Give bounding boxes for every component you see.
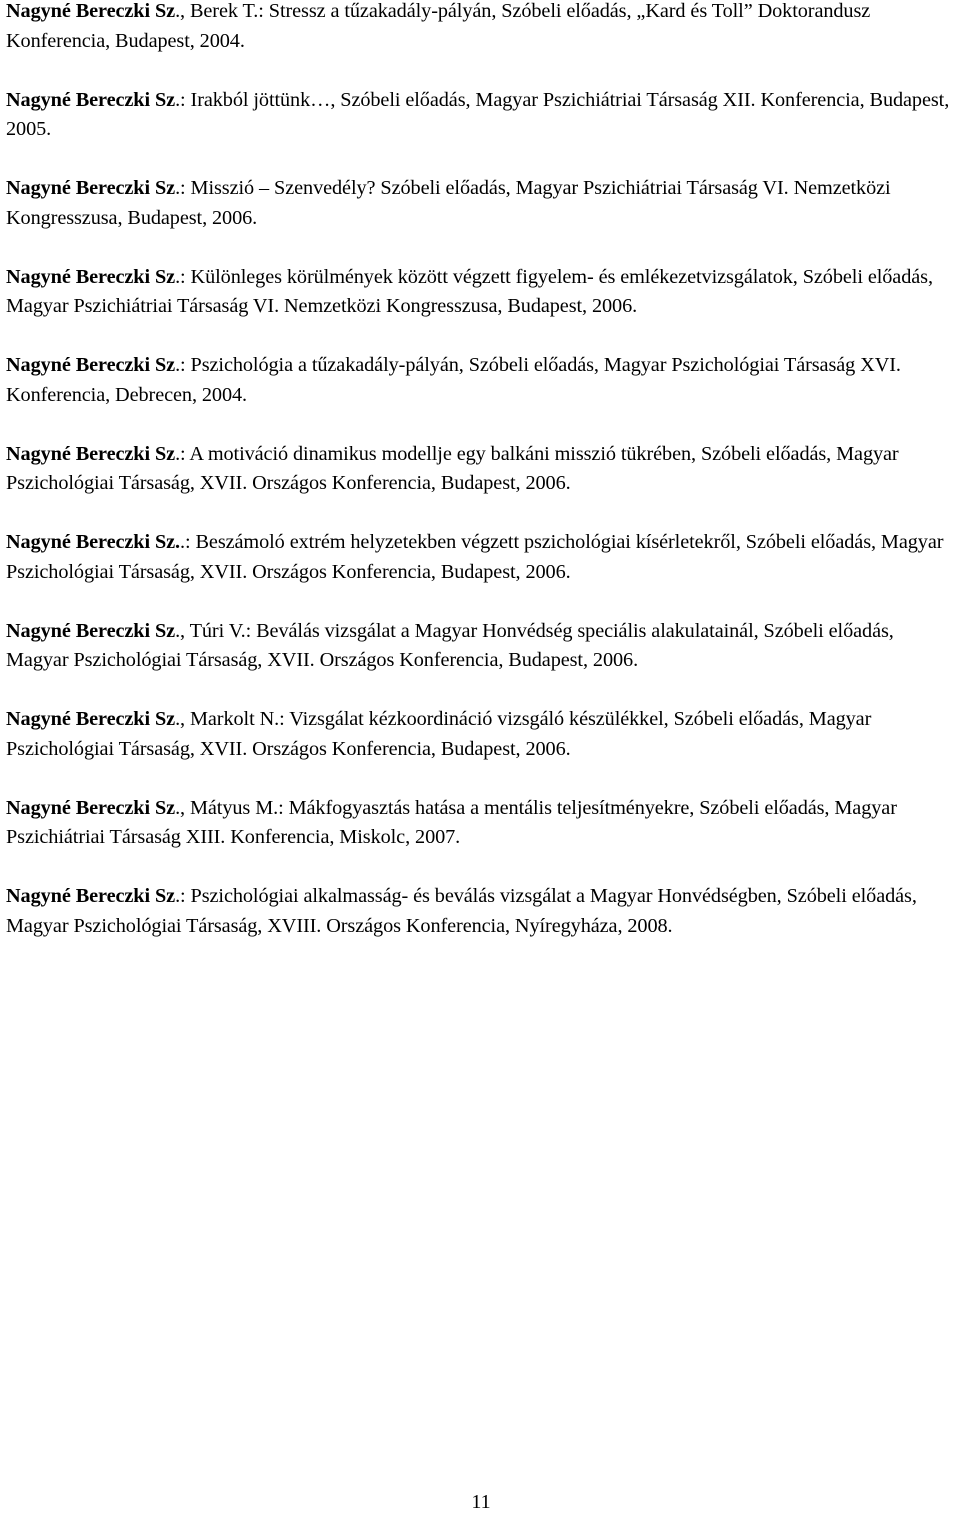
entry-text: .: Misszió – Szenvedély? Szóbeli előadás, Magyar Pszichiátriai Társaság VI. Nemzetközi Kongresszusa, Budapest, 2006. [6, 177, 891, 229]
author-name: Nagyné Bereczki Sz [6, 619, 176, 642]
page-number: 11 [471, 1491, 491, 1513]
list-item [6, 86, 956, 145]
author-name: Nagyné Bereczki Sz [6, 708, 176, 730]
list-item [6, 440, 956, 499]
entry-text: .: A motiváció dinamikus modellje egy balkáni misszió tükrében, Szóbeli előadás, Magyar Pszichológiai Társaság, XVII. Országos Konferencia, Budapest, 2006. [6, 442, 899, 494]
entry-text: ., Berek T.: Stressz a tűzakadály-pályán, Szóbeli előadás, „Kard és Toll” Doktorandusz Konferencia, Budapest, 2004. [6, 0, 871, 52]
presentation-list [6, 0, 956, 971]
list-item [6, 794, 956, 853]
author-name: Nagyné Bereczki Sz [6, 265, 176, 288]
list-item [6, 705, 956, 764]
author-name: Nagyné Bereczki Sz [6, 0, 176, 22]
entry-text: ., Markolt N.: Vizsgálat kézkoordináció vizsgáló készülékkel, Szóbeli előadás, Magyar Pszichológiai Társaság, XVII. Országos Konferencia, Budapest, 2006. [6, 708, 872, 760]
list-item [6, 351, 956, 410]
entry-text: .: Különleges körülmények között végzett figyelem- és emlékezetvizsgálatok, Szóbeli előadás, Magyar Pszichiátriai Társaság VI. Nemzetközi Kongresszusa, Budapest, 2006. [6, 265, 933, 317]
author-name: Nagyné Bereczki Sz [6, 885, 176, 907]
entry-text: .: Pszichológiai alkalmasság- és beválás vizsgálat a Magyar Honvédségben, Szóbeli előadás, Magyar Pszichológiai Társaság, XVIII. Országos Konferencia, Nyíregyháza, 2008. [6, 885, 917, 937]
list-item [6, 617, 956, 676]
list-item [6, 263, 956, 322]
list-item [6, 528, 956, 587]
list-item [6, 174, 956, 233]
list-item [6, 882, 956, 941]
entry-text: ., Mátyus M.: Mákfogyasztás hatása a mentális teljesítményekre, Szóbeli előadás, Magyar Pszichiátriai Társaság XIII. Konferencia, Miskolc, 2007. [6, 796, 897, 848]
author-name: Nagyné Bereczki Sz [6, 354, 176, 376]
author-name: Nagyné Bereczki Sz [6, 442, 176, 465]
entry-text: .: Pszichológia a tűzakadály-pályán, Szóbeli előadás, Magyar Pszichológiai Társaság XVI. Konferencia, Debrecen, 2004. [6, 354, 901, 406]
author-name: Nagyné Bereczki Sz [6, 796, 176, 819]
document-page [6, 0, 956, 1515]
entry-text: ., Túri V.: Beválás vizsgálat a Magyar Honvédség speciális alakulatainál, Szóbeli előadás, Magyar Pszichológiai Társaság, XVII. Országos Konferencia, Budapest, 2006. [6, 619, 894, 671]
entry-text: .: Beszámoló extrém helyzetekben végzett pszichológiai kísérletekről, Szóbeli előadás, Magyar Pszichológiai Társaság, XVII. Országos Konferencia, Budapest, 2006. [6, 531, 944, 583]
author-name: Nagyné Bereczki Sz [6, 88, 176, 111]
list-item [6, 0, 956, 56]
author-name: Nagyné Bereczki Sz. [6, 531, 181, 553]
entry-text: .: Irakból jöttünk…, Szóbeli előadás, Magyar Pszichiátriai Társaság XII. Konferencia, Budapest, 2005. [6, 88, 950, 140]
author-name: Nagyné Bereczki Sz [6, 177, 176, 199]
